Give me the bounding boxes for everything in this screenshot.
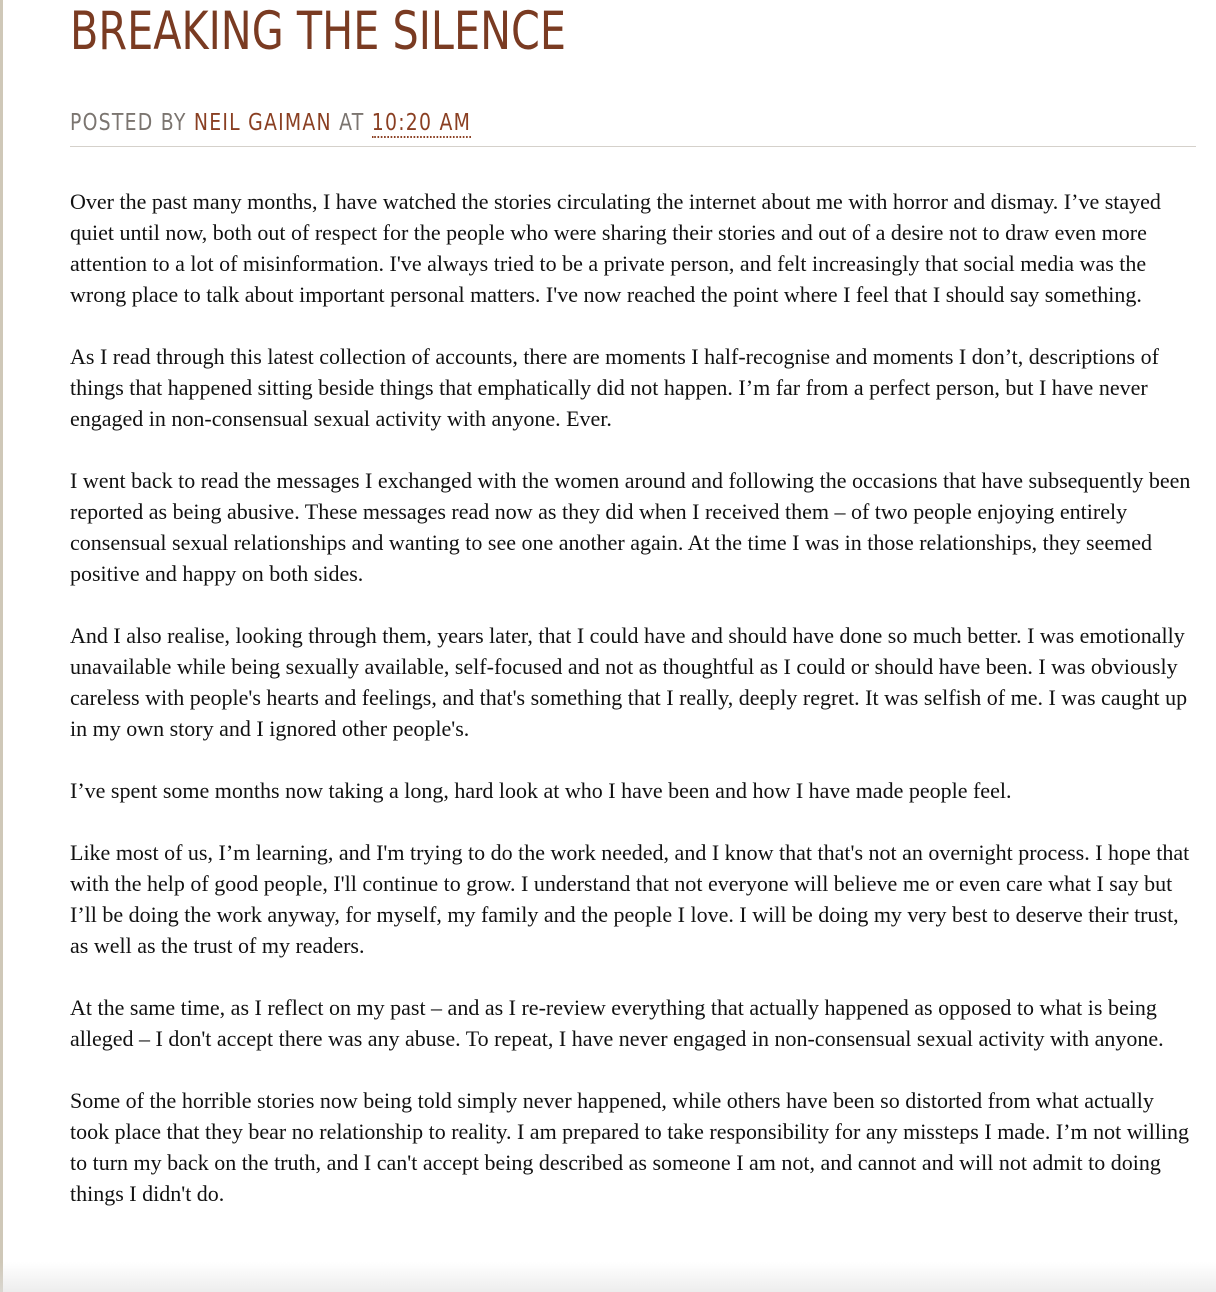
meta-divider xyxy=(70,146,1196,147)
posted-by-label: POSTED BY xyxy=(70,110,187,136)
post-paragraph-2: As I read through this latest collection of accounts, there are moments I half-recognise and moments I don’t, descriptions of things that happened sitting beside things that emphatically did not happen. I’m far from a perfect person, but I have never engaged in non-consensual sexual activity with anyone. Ever. xyxy=(70,344,1159,431)
post-meta xyxy=(70,109,995,137)
bottom-fade xyxy=(0,1262,1216,1292)
post-paragraph-6: Like most of us, I’m learning, and I'm trying to do the work needed, and I know that that's not an overnight process. I hope that with the help of good people, I'll continue to grow. I understand that not everyone will believe me or even care what I say but I’ll be doing the work anyway, for myself, my family and the people I love. I will be doing my very best to deserve their trust, as well as the trust of my readers. xyxy=(70,840,1190,958)
at-label: AT xyxy=(339,110,365,136)
post-timestamp-link[interactable]: 10:20 AM xyxy=(371,110,472,136)
post-paragraph-3: I went back to read the messages I exchanged with the women around and following the occasions that have subsequently been reported as being abusive. These messages read now as they did when I received them – of two people enjoying entirely consensual sexual relationships and wanting to see one another again. At the time I was in those relationships, they seemed positive and happy on both sides. xyxy=(70,468,1191,586)
post-paragraph-5: I’ve spent some months now taking a long, hard look at who I have been and how I have made people feel. xyxy=(70,778,1012,803)
post-paragraph-7: At the same time, as I reflect on my past – and as I re-review everything that actually happened as opposed to what is being alleged – I don't accept there was any abuse. To repeat, I have never engaged in non-consensual sexual activity with anyone. xyxy=(70,995,1164,1051)
post-paragraph-8: Some of the horrible stories now being told simply never happened, while others have been so distorted from what actually took place that they bear no relationship to reality. I am prepared to take responsibility for any missteps I made. I’m not willing to turn my back on the truth, and I can't accept being described as someone I am not, and cannot and will not admit to doing things I didn't do. xyxy=(70,1088,1190,1206)
post-title: BREAKING THE SILENCE xyxy=(70,1,566,62)
author-link[interactable]: NEIL GAIMAN xyxy=(193,110,332,136)
post-paragraph-4: And I also realise, looking through them, years later, that I could have and should have done so much better. I was emotionally unavailable while being sexually available, self-focused and not as thoughtful as I could or should have been. I was obviously careless with people's hearts and feelings, and that's something that I really, deeply regret. It was selfish of me. I was caught up in my own story and I ignored other people's. xyxy=(70,623,1188,741)
page-left-border xyxy=(0,0,3,1292)
blog-post xyxy=(70,0,1198,1240)
post-body xyxy=(70,186,1198,1209)
post-paragraph-1: Over the past many months, I have watched the stories circulating the internet about me with horror and dismay. I’ve stayed quiet until now, both out of respect for the people who were sharing their stories and out of a desire not to draw even more attention to a lot of misinformation. I've always tried to be a private person, and felt increasingly that social media was the wrong place to talk about important personal matters. I've now reached the point where I feel that I should say something. xyxy=(70,189,1161,307)
